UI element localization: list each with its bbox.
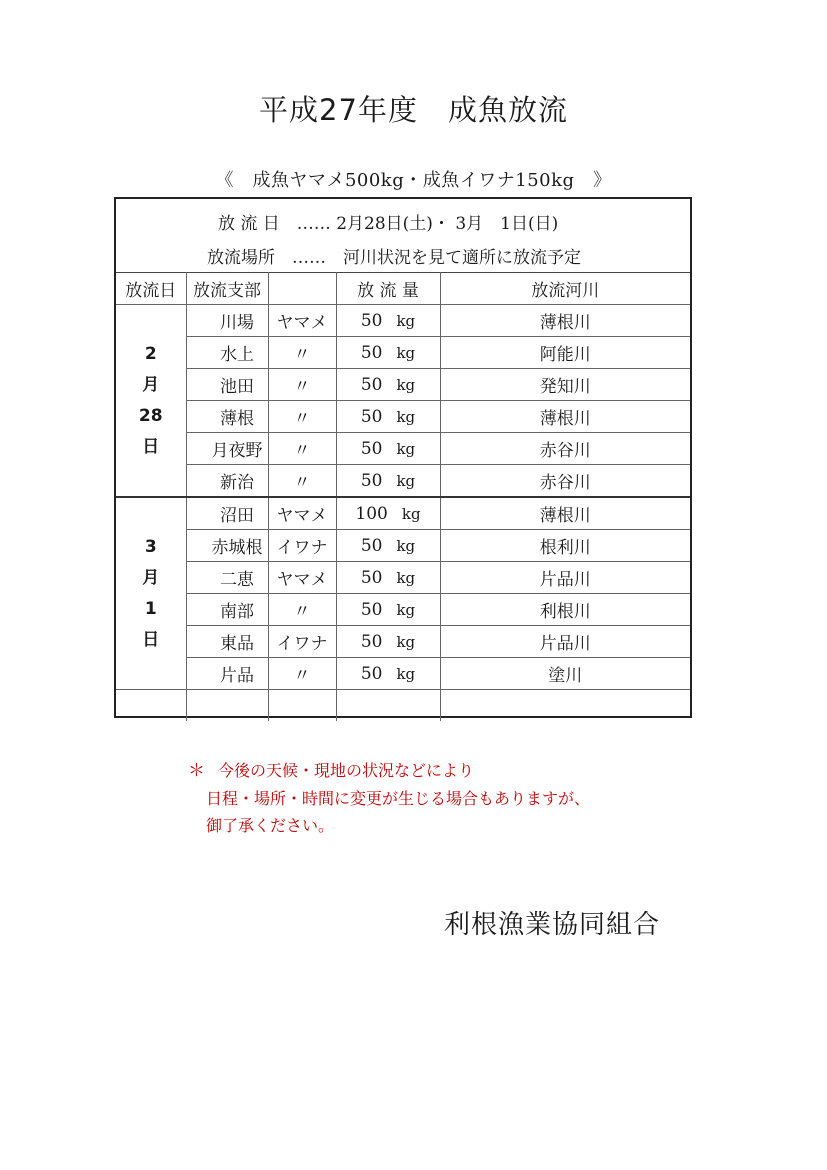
header-fish xyxy=(268,273,336,305)
amount-unit: kg xyxy=(396,311,416,330)
amount-value: 50 xyxy=(360,438,383,459)
amount-unit: kg xyxy=(396,407,416,426)
branch-cell: 薄根 xyxy=(186,401,268,433)
amount-value: 50 xyxy=(360,470,383,491)
amount-unit: kg xyxy=(396,471,416,490)
branch-cell: 池田 xyxy=(186,369,268,401)
branch-cell: 川場 xyxy=(186,305,268,337)
amount-unit: kg xyxy=(396,439,416,458)
release-date-cell xyxy=(116,305,186,498)
fish-cell: ヤマメ xyxy=(268,305,336,337)
table-header-row xyxy=(116,273,690,305)
river-cell: 赤谷川 xyxy=(440,433,690,465)
fish-cell: イワナ xyxy=(268,626,336,658)
asterisk-marker: ＊ xyxy=(188,761,205,781)
amount-unit: kg xyxy=(401,504,421,523)
river-cell: 片品川 xyxy=(440,562,690,594)
table-row xyxy=(116,465,690,498)
empty-cell xyxy=(336,690,440,722)
amount-cell xyxy=(336,497,440,530)
river-cell: 薄根川 xyxy=(440,401,690,433)
table-row xyxy=(116,562,690,594)
release-date-char: 月 xyxy=(142,567,160,588)
branch-cell: 月夜野 xyxy=(186,433,268,465)
river-cell: 赤谷川 xyxy=(440,465,690,498)
notice-line-1: ＊ 今後の天候・現地の状況などにより xyxy=(188,757,590,785)
empty-cell xyxy=(440,690,690,722)
release-date-char: 2 xyxy=(144,343,157,364)
river-cell: 片品川 xyxy=(440,626,690,658)
amount-unit: kg xyxy=(396,343,416,362)
river-cell: 薄根川 xyxy=(440,305,690,337)
fish-cell: 〃 xyxy=(268,594,336,626)
amount-cell xyxy=(336,594,440,626)
river-cell: 薄根川 xyxy=(440,497,690,530)
table-row-empty xyxy=(116,690,690,722)
page-title: 平成27年度 成魚放流 xyxy=(259,93,568,127)
amount-unit: kg xyxy=(396,536,416,555)
fish-cell: 〃 xyxy=(268,433,336,465)
river-cell: 阿能川 xyxy=(440,337,690,369)
release-date-char: 28 xyxy=(138,405,163,426)
amount-cell xyxy=(336,369,440,401)
fish-cell: 〃 xyxy=(268,401,336,433)
amount-value: 50 xyxy=(360,663,383,684)
release-date-char: 日 xyxy=(142,629,160,650)
release-date-line: 放 流 日 ‥‥‥ 2月28日(土)・ 3月 1日(日) xyxy=(218,214,559,234)
empty-cell xyxy=(116,690,186,722)
amount-unit: kg xyxy=(396,375,416,394)
branch-cell: 二恵 xyxy=(186,562,268,594)
fish-cell: イワナ xyxy=(268,530,336,562)
branch-cell: 沼田 xyxy=(186,497,268,530)
header-branch: 放流支部 xyxy=(186,273,268,305)
notice xyxy=(188,757,590,839)
river-cell: 発知川 xyxy=(440,369,690,401)
amount-unit: kg xyxy=(396,600,416,619)
amount-value: 100 xyxy=(355,503,388,524)
amount-cell xyxy=(336,401,440,433)
table-row xyxy=(116,305,690,337)
branch-cell: 赤城根 xyxy=(186,530,268,562)
table-row xyxy=(116,658,690,690)
release-date-cell xyxy=(116,497,186,690)
fish-cell: 〃 xyxy=(268,337,336,369)
amount-cell xyxy=(336,465,440,498)
branch-cell: 東品 xyxy=(186,626,268,658)
amount-cell xyxy=(336,433,440,465)
amount-cell xyxy=(336,337,440,369)
notice-line-2: 日程・場所・時間に変更が生じる場合もありますが、 xyxy=(206,789,591,808)
amount-value: 50 xyxy=(360,631,383,652)
amount-value: 50 xyxy=(360,599,383,620)
amount-cell xyxy=(336,305,440,337)
river-cell: 根利川 xyxy=(440,530,690,562)
table-row xyxy=(116,530,690,562)
river-cell: 塗川 xyxy=(440,658,690,690)
amount-cell xyxy=(336,562,440,594)
amount-cell xyxy=(336,658,440,690)
amount-unit: kg xyxy=(396,568,416,587)
table-row xyxy=(116,369,690,401)
release-place-line: 放流場所 ‥‥‥ 河川状況を見て適所に放流予定 xyxy=(207,248,582,268)
amount-value: 50 xyxy=(360,310,383,331)
amount-value: 50 xyxy=(360,535,383,556)
amount-cell xyxy=(336,626,440,658)
amount-value: 50 xyxy=(360,374,383,395)
branch-cell: 水上 xyxy=(186,337,268,369)
release-date-char: 3 xyxy=(144,536,157,557)
fish-cell: 〃 xyxy=(268,465,336,498)
amount-value: 50 xyxy=(360,342,383,363)
release-date-char: 日 xyxy=(142,436,160,457)
amount-unit: kg xyxy=(396,632,416,651)
table-row xyxy=(116,337,690,369)
release-date-char: 月 xyxy=(142,374,160,395)
empty-cell xyxy=(186,690,268,722)
amount-cell xyxy=(336,530,440,562)
release-date-char: 1 xyxy=(144,598,157,619)
branch-cell: 南部 xyxy=(186,594,268,626)
table-row xyxy=(116,626,690,658)
fish-cell: ヤマメ xyxy=(268,497,336,530)
empty-cell xyxy=(268,690,336,722)
header-amount: 放 流 量 xyxy=(336,273,440,305)
organization-name: 利根漁業協同組合 xyxy=(444,910,661,940)
branch-cell: 新治 xyxy=(186,465,268,498)
header-river: 放流河川 xyxy=(440,273,690,305)
release-table xyxy=(116,272,690,721)
amount-value: 50 xyxy=(360,567,383,588)
subtitle: 《 成魚ヤマメ500kg・成魚イワナ150kg 》 xyxy=(215,170,612,191)
fish-cell: 〃 xyxy=(268,658,336,690)
header-release-date: 放流日 xyxy=(116,273,186,305)
table-row xyxy=(116,401,690,433)
fish-cell: ヤマメ xyxy=(268,562,336,594)
amount-value: 50 xyxy=(360,406,383,427)
fish-cell: 〃 xyxy=(268,369,336,401)
amount-unit: kg xyxy=(396,664,416,683)
table-row xyxy=(116,433,690,465)
notice-line-3: 御了承ください。 xyxy=(206,816,335,835)
table-row xyxy=(116,497,690,530)
branch-cell: 片品 xyxy=(186,658,268,690)
river-cell: 利根川 xyxy=(440,594,690,626)
table-row xyxy=(116,594,690,626)
